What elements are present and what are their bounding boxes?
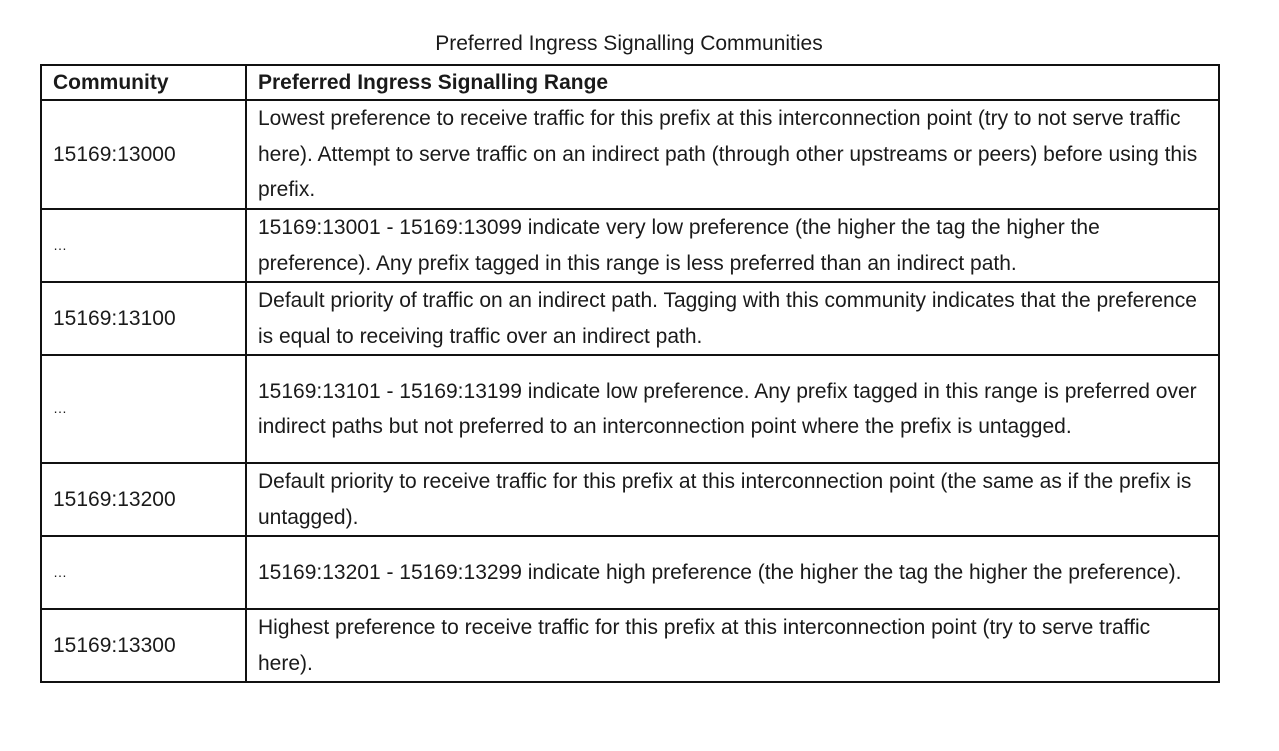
range-cell: 15169:13001 - 15169:13099 indicate very low preference (the higher the tag the higher the preference). Any prefix tagged in this range is less preferred than an indirect path. [246, 209, 1219, 282]
community-cell: 15169:13200 [41, 463, 246, 536]
community-cell: … [41, 209, 246, 282]
column-header-community: Community [41, 65, 246, 100]
table-row [41, 609, 1219, 682]
community-cell: 15169:13100 [41, 282, 246, 355]
table-caption: Preferred Ingress Signalling Communities [435, 32, 823, 55]
community-cell: 15169:13000 [41, 100, 246, 209]
range-cell: 15169:13101 - 15169:13199 indicate low preference. Any prefix tagged in this range is preferred over indirect paths but not preferred to an interconnection point where the prefix is untagged. [246, 355, 1219, 463]
table-row [41, 463, 1219, 536]
community-cell: 15169:13300 [41, 609, 246, 682]
table-row [41, 209, 1219, 282]
table-row [41, 536, 1219, 609]
table-header-row [41, 65, 1219, 100]
table-row [41, 282, 1219, 355]
community-cell: … [41, 536, 246, 609]
range-cell: Default priority to receive traffic for this prefix at this interconnection point (the same as if the prefix is untagged). [246, 463, 1219, 536]
column-header-range: Preferred Ingress Signalling Range [246, 65, 1219, 100]
table-row [41, 100, 1219, 209]
range-cell: 15169:13201 - 15169:13299 indicate high preference (the higher the tag the higher the preference). [246, 536, 1219, 609]
communities-table [40, 64, 1220, 683]
table-row [41, 355, 1219, 463]
range-cell: Lowest preference to receive traffic for this prefix at this interconnection point (try to not serve traffic here). Attempt to serve traffic on an indirect path (through other upstreams or peers) before using this prefix. [246, 100, 1219, 209]
range-cell: Default priority of traffic on an indirect path. Tagging with this community indicates that the preference is equal to receiving traffic over an indirect path. [246, 282, 1219, 355]
community-cell: … [41, 355, 246, 463]
range-cell: Highest preference to receive traffic for this prefix at this interconnection point (try to serve traffic here). [246, 609, 1219, 682]
